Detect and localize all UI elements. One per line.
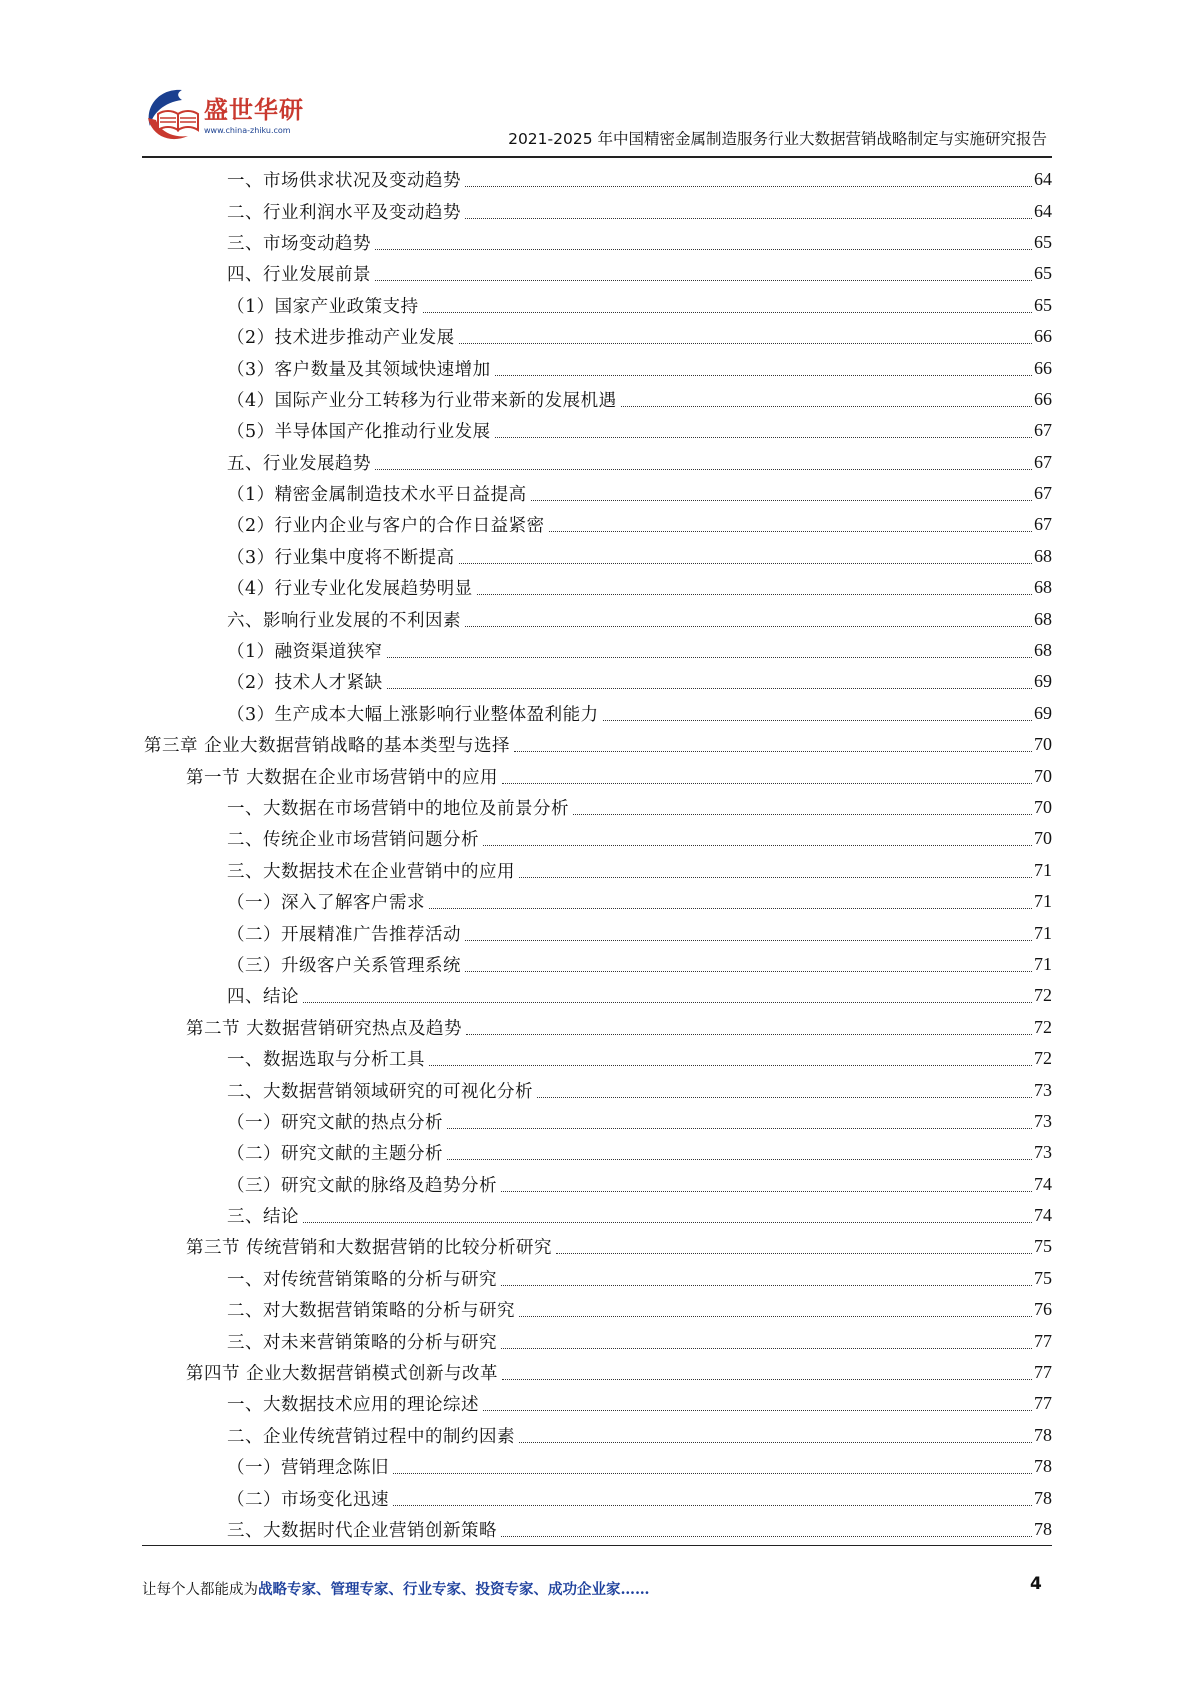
toc-entry[interactable]	[0, 1263, 1191, 1294]
toc-entry-title: 第二节 大数据营销研究热点及趋势	[186, 1018, 463, 1039]
toc-entry-page: 77	[1034, 1330, 1052, 1351]
toc-entry-page: 70	[1034, 828, 1052, 849]
toc-dot-leader	[519, 1316, 1032, 1317]
toc-dot-leader	[465, 940, 1032, 941]
toc-dot-leader	[519, 877, 1032, 878]
toc-dot-leader	[465, 218, 1032, 219]
toc-entry-page: 73	[1034, 1079, 1052, 1100]
toc-entry-page: 70	[1034, 765, 1052, 786]
toc-dot-leader	[459, 563, 1032, 564]
toc-entry-page: 65	[1034, 263, 1052, 284]
footer-slogan	[142, 1578, 650, 1599]
toc-entry[interactable]	[0, 227, 1191, 258]
toc-entry-title: （3）行业集中度将不断提高	[227, 547, 455, 568]
toc-entry-title: （一）营销理念陈旧	[227, 1458, 389, 1479]
toc-dot-leader	[531, 500, 1032, 501]
toc-entry-title: 三、对未来营销策略的分析与研究	[227, 1332, 497, 1353]
toc-entry-title: 一、大数据技术应用的理论综述	[227, 1395, 479, 1416]
table-of-contents	[0, 164, 1191, 1545]
toc-entry[interactable]	[0, 1420, 1191, 1451]
toc-dot-leader	[519, 1442, 1032, 1443]
toc-entry[interactable]	[0, 792, 1191, 823]
toc-dot-leader	[447, 1159, 1032, 1160]
toc-entry[interactable]	[0, 509, 1191, 540]
toc-entry-title: （1）国家产业政策支持	[227, 296, 419, 317]
toc-entry-title: 二、对大数据营销策略的分析与研究	[227, 1301, 515, 1322]
toc-dot-leader	[495, 375, 1032, 376]
toc-entry-page: 66	[1034, 388, 1052, 409]
page-number: 4	[1030, 1574, 1042, 1594]
toc-entry[interactable]	[0, 258, 1191, 289]
toc-entry-title: （4）国际产业分工转移为行业带来新的发展机遇	[227, 390, 617, 411]
toc-dot-leader	[495, 437, 1032, 438]
toc-entry-page: 71	[1034, 859, 1052, 880]
toc-entry-title: （三）研究文献的脉络及趋势分析	[227, 1175, 497, 1196]
toc-entry-title: （3）客户数量及其领域快速增加	[227, 359, 491, 380]
toc-entry-title: 五、行业发展趋势	[227, 453, 371, 474]
toc-entry-page: 70	[1034, 797, 1052, 817]
toc-dot-leader	[387, 657, 1032, 658]
toc-entry-title: （二）研究文献的主题分析	[227, 1144, 443, 1165]
toc-entry-page: 71	[1034, 891, 1052, 912]
toc-dot-leader	[573, 814, 1032, 815]
toc-entry-title: （4）行业专业化发展趋势明显	[227, 579, 473, 600]
toc-entry-title: 三、市场变动趋势	[227, 233, 371, 254]
toc-dot-leader	[429, 1065, 1032, 1066]
toc-entry[interactable]	[0, 541, 1191, 572]
toc-entry-title: （5）半导体国产化推动行业发展	[227, 422, 491, 443]
toc-entry-title: 三、大数据时代企业营销创新策略	[227, 1520, 497, 1541]
toc-entry-title: 第四节 企业大数据营销模式创新与改革	[186, 1364, 499, 1385]
toc-dot-leader	[393, 1505, 1032, 1506]
toc-dot-leader	[549, 531, 1032, 532]
toc-entry[interactable]	[0, 1137, 1191, 1168]
toc-dot-leader	[603, 720, 1032, 721]
toc-entry-page: 67	[1034, 420, 1052, 441]
toc-dot-leader	[465, 626, 1032, 627]
toc-entry-title: （二）市场变化迅速	[227, 1489, 389, 1510]
toc-entry-title: （2）技术人才紧缺	[227, 673, 383, 694]
toc-entry-page: 65	[1034, 231, 1052, 252]
toc-dot-leader	[501, 1191, 1032, 1192]
toc-entry-page: 73	[1034, 1142, 1052, 1163]
footer-divider	[142, 1545, 1052, 1546]
toc-entry[interactable]	[0, 164, 1191, 195]
toc-entry-title: （二）开展精准广告推荐活动	[227, 924, 461, 945]
toc-entry-title: （2）行业内企业与客户的合作日益紧密	[227, 516, 545, 537]
toc-entry[interactable]	[0, 447, 1191, 478]
toc-entry-page: 64	[1034, 200, 1052, 221]
toc-entry-title: 二、企业传统营销过程中的制约因素	[227, 1426, 515, 1447]
toc-entry-page: 77	[1034, 1393, 1052, 1414]
toc-entry-title: 二、传统企业市场营销问题分析	[227, 830, 479, 851]
toc-dot-leader	[501, 1536, 1032, 1537]
toc-entry-page: 68	[1034, 608, 1052, 629]
toc-entry-page: 72	[1034, 985, 1052, 1006]
toc-dot-leader	[477, 594, 1032, 595]
toc-entry[interactable]	[0, 1294, 1191, 1325]
toc-entry[interactable]	[0, 1514, 1191, 1545]
toc-entry-page: 71	[1034, 922, 1052, 943]
toc-entry-title: 二、大数据营销领域研究的可视化分析	[227, 1081, 533, 1102]
toc-entry-title: 四、结论	[227, 987, 299, 1008]
toc-entry[interactable]	[0, 1482, 1191, 1513]
toc-entry-title: 一、对传统营销策略的分析与研究	[227, 1269, 497, 1290]
toc-entry-page: 66	[1034, 357, 1052, 378]
toc-entry-page: 67	[1034, 514, 1052, 535]
toc-dot-leader	[556, 1253, 1032, 1254]
toc-dot-leader	[501, 1348, 1032, 1349]
toc-dot-leader	[537, 1097, 1032, 1098]
toc-entry-title: 六、影响行业发展的不利因素	[227, 610, 461, 631]
toc-dot-leader	[514, 751, 1032, 752]
toc-entry[interactable]	[0, 572, 1191, 603]
toc-entry-title: （一）深入了解客户需求	[227, 893, 425, 914]
toc-entry[interactable]	[0, 760, 1191, 791]
toc-entry-title: （2）技术进步推动产业发展	[227, 328, 455, 349]
toc-entry-page: 78	[1034, 1456, 1052, 1477]
toc-entry[interactable]	[0, 384, 1191, 415]
toc-entry-title: 一、数据选取与分析工具	[227, 1050, 425, 1071]
toc-entry-page: 78	[1034, 1424, 1052, 1445]
toc-entry-title: 三、大数据技术在企业营销中的应用	[227, 861, 515, 882]
toc-entry-page: 73	[1034, 1110, 1052, 1131]
toc-entry[interactable]	[0, 1357, 1191, 1388]
toc-entry[interactable]	[0, 855, 1191, 886]
toc-entry-page: 66	[1034, 326, 1052, 347]
toc-entry-title: 四、行业发展前景	[227, 265, 371, 286]
toc-entry-page: 69	[1034, 702, 1052, 723]
toc-entry[interactable]	[0, 1012, 1191, 1043]
toc-entry[interactable]	[0, 1043, 1191, 1074]
slogan-lead: 让每个人都能成为	[142, 1582, 258, 1598]
toc-entry-page: 78	[1034, 1518, 1052, 1539]
toc-dot-leader	[465, 186, 1032, 187]
toc-entry-page: 68	[1034, 577, 1052, 598]
toc-dot-leader	[375, 469, 1032, 470]
toc-entry-page: 68	[1034, 640, 1052, 661]
toc-entry[interactable]	[0, 1325, 1191, 1356]
toc-entry-page: 74	[1034, 1205, 1052, 1226]
toc-entry[interactable]	[0, 1169, 1191, 1200]
toc-entry-title: （一）研究文献的热点分析	[227, 1112, 443, 1133]
toc-entry-page: 71	[1034, 953, 1052, 974]
toc-entry-page: 68	[1034, 545, 1052, 566]
toc-dot-leader	[502, 783, 1032, 784]
toc-dot-leader	[375, 280, 1032, 281]
toc-entry-title: （3）生产成本大幅上涨影响行业整体盈利能力	[227, 704, 599, 725]
toc-dot-leader	[621, 406, 1032, 407]
toc-entry-page: 78	[1034, 1487, 1052, 1508]
toc-entry[interactable]	[0, 603, 1191, 634]
toc-entry-title: （1）精密金属制造技术水平日益提高	[227, 485, 527, 506]
toc-dot-leader	[466, 1034, 1032, 1035]
toc-entry-page: 76	[1034, 1299, 1052, 1320]
toc-entry[interactable]	[0, 886, 1191, 917]
toc-entry-page: 70	[1034, 734, 1052, 755]
toc-entry[interactable]	[0, 980, 1191, 1011]
toc-dot-leader	[459, 343, 1032, 344]
toc-entry-title: 第一节 大数据在企业市场营销中的应用	[186, 767, 499, 788]
toc-dot-leader	[423, 312, 1032, 313]
toc-entry-page: 72	[1034, 1016, 1052, 1037]
toc-dot-leader	[387, 688, 1032, 689]
toc-dot-leader	[303, 1002, 1032, 1003]
toc-entry[interactable]	[0, 1074, 1191, 1105]
toc-entry-title: 第三章 企业大数据营销战略的基本类型与选择	[144, 736, 511, 757]
toc-entry-page: 65	[1034, 294, 1052, 315]
toc-entry-page: 77	[1034, 1362, 1052, 1383]
toc-dot-leader	[393, 1473, 1032, 1474]
toc-entry[interactable]	[0, 698, 1191, 729]
toc-entry[interactable]	[0, 729, 1191, 760]
logo-emblem-icon	[142, 84, 202, 148]
toc-dot-leader	[483, 1410, 1032, 1411]
toc-entry[interactable]	[0, 1388, 1191, 1419]
toc-entry[interactable]	[0, 352, 1191, 383]
toc-entry[interactable]	[0, 635, 1191, 666]
toc-entry[interactable]	[0, 290, 1191, 321]
toc-entry[interactable]	[0, 666, 1191, 697]
toc-dot-leader	[501, 1285, 1032, 1286]
toc-entry-title: 第三节 传统营销和大数据营销的比较分析研究	[186, 1238, 553, 1259]
toc-entry[interactable]	[0, 1200, 1191, 1231]
toc-entry[interactable]	[0, 478, 1191, 509]
toc-entry[interactable]	[0, 321, 1191, 352]
toc-entry-page: 67	[1034, 451, 1052, 472]
toc-dot-leader	[303, 1222, 1032, 1223]
toc-entry-page: 69	[1034, 671, 1052, 692]
toc-entry-title: 一、市场供求状况及变动趋势	[227, 171, 461, 192]
toc-entry[interactable]	[0, 1231, 1191, 1262]
page-header	[0, 0, 1191, 160]
document-title: 2021-2025 年中国精密金属制造服务行业大数据营销战略制定与实施研究报告	[508, 130, 1047, 148]
toc-dot-leader	[375, 249, 1032, 250]
company-logo	[142, 84, 322, 148]
toc-entry[interactable]	[0, 917, 1191, 948]
toc-dot-leader	[483, 845, 1032, 846]
toc-dot-leader	[465, 971, 1032, 972]
slogan-roles: 战略专家、管理专家、行业专家、投资专家、成功企业家……	[258, 1581, 650, 1598]
toc-entry-page: 72	[1034, 1048, 1052, 1069]
toc-entry[interactable]	[0, 1106, 1191, 1137]
logo-name: 盛世华研	[204, 96, 304, 124]
toc-entry-title: 二、行业利润水平及变动趋势	[227, 202, 461, 223]
toc-entry-page: 67	[1034, 483, 1052, 504]
toc-entry-page: 64	[1034, 169, 1052, 190]
toc-entry[interactable]	[0, 415, 1191, 446]
logo-url: www.china-zhiku.com	[204, 126, 291, 135]
toc-entry-page: 75	[1034, 1236, 1052, 1257]
toc-entry-title: 一、大数据在市场营销中的地位及前景分析	[227, 799, 569, 819]
toc-entry[interactable]	[0, 949, 1191, 980]
toc-entry[interactable]	[0, 1451, 1191, 1482]
toc-entry-page: 75	[1034, 1267, 1052, 1288]
header-divider	[142, 156, 1052, 158]
toc-dot-leader	[447, 1128, 1032, 1129]
toc-entry-title: （1）融资渠道狭窄	[227, 642, 383, 663]
toc-entry[interactable]	[0, 195, 1191, 226]
toc-entry[interactable]	[0, 823, 1191, 854]
toc-dot-leader	[429, 908, 1032, 909]
toc-entry-title: （三）升级客户关系管理系统	[227, 955, 461, 976]
toc-entry-page: 74	[1034, 1173, 1052, 1194]
toc-dot-leader	[502, 1379, 1032, 1380]
toc-entry-title: 三、结论	[227, 1207, 299, 1228]
